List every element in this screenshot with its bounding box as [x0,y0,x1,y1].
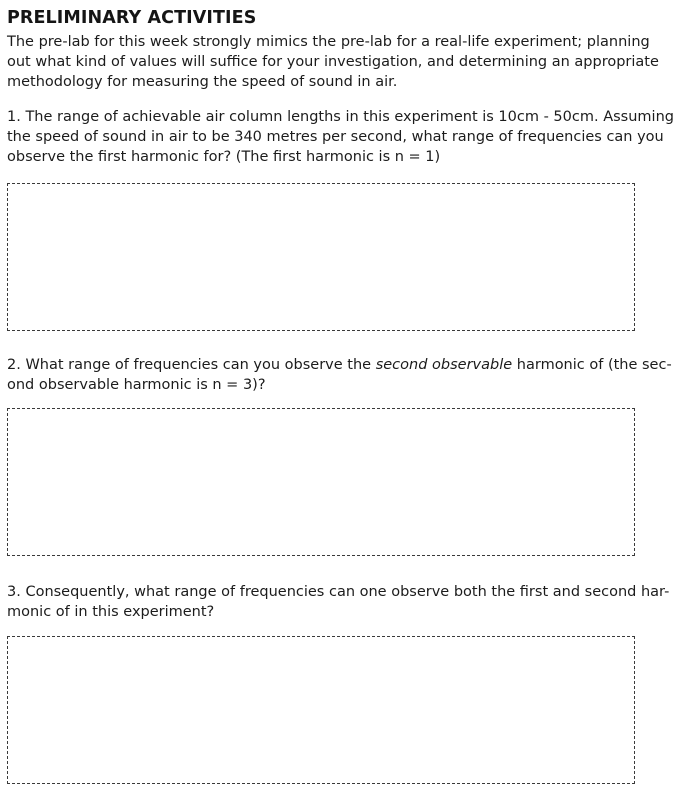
answer-box-question-1[interactable] [7,183,635,331]
question-3-line: 3. Consequently, what range of frequencies can one observe both the first and second har- [7,584,670,600]
question-2-emphasis: second observable [375,357,513,373]
question-2-text-start: 2. What range of frequencies can you observe the [7,357,376,373]
question-3-line: monic of in this experiment? [7,604,215,620]
intro-line: out what kind of values will suffice for your investigation, and determining an appropriate [7,54,659,70]
question-2-line: ond observable harmonic is n = 3)? [7,377,266,393]
question-2-text [7,355,672,395]
intro-line: The pre-lab for this week strongly mimics the pre-lab for a real-life experiment; planning [7,34,650,50]
question-2-line [7,355,672,375]
section-title: PRELIMINARY ACTIVITIES [7,8,257,28]
question-1-text [7,107,674,167]
intro-paragraph [7,32,659,92]
question-1-line: observe the first harmonic for? (The first harmonic is n = 1) [7,149,441,165]
question-1-line: 1. The range of achievable air column lengths in this experiment is 10cm - 50cm. Assuming [7,109,674,125]
question-3-text [7,582,670,622]
intro-line: methodology for measuring the speed of sound in air. [7,74,398,90]
question-2-text-end: harmonic of (the sec- [512,357,672,373]
question-1-line: the speed of sound in air to be 340 metres per second, what range of frequencies can you [7,129,664,145]
answer-box-question-2[interactable] [7,408,635,556]
answer-box-question-3[interactable] [7,636,635,784]
